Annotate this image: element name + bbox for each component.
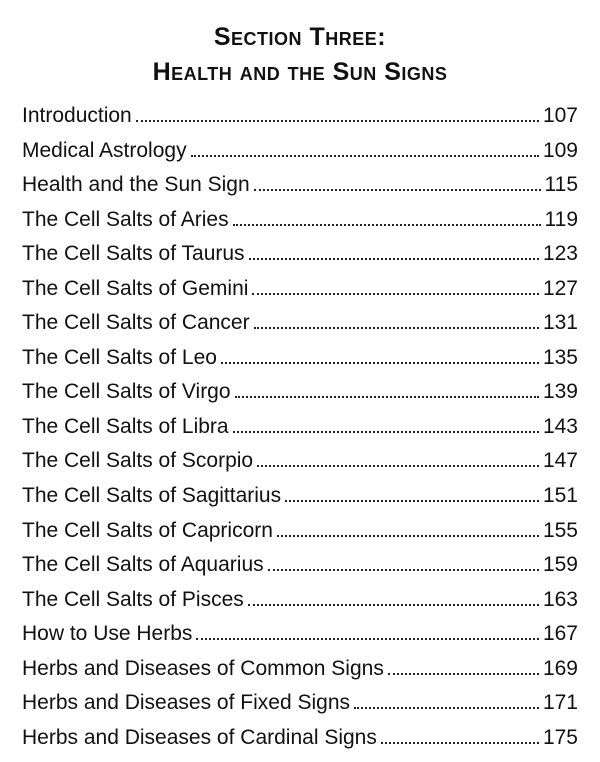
toc-entry-title: The Cell Salts of Scorpio: [22, 449, 254, 473]
toc-entry-page: 175: [542, 725, 578, 749]
toc-entry-title: Health and the Sun Sign: [22, 173, 250, 197]
toc-entry: [22, 657, 578, 692]
dot-leader: [254, 327, 539, 329]
toc-entry: [22, 242, 578, 277]
toc-entry-page: 135: [542, 345, 578, 369]
toc-entry: [22, 415, 578, 450]
toc-entry-title: How to Use Herbs: [22, 622, 193, 646]
section-heading: Section Three:: [213, 23, 387, 51]
toc-entry-page: 115: [544, 173, 578, 197]
toc-entry-page: 143: [542, 414, 578, 438]
dot-leader: [268, 569, 539, 571]
toc-entry: [22, 449, 578, 484]
table-of-contents: [22, 104, 578, 760]
toc-entry-page: 139: [542, 380, 578, 404]
toc-entry-page: 131: [542, 311, 578, 335]
toc-entry: [22, 208, 578, 243]
toc-entry: [22, 277, 578, 312]
toc-entry-title: Herbs and Diseases of Fixed Signs: [22, 691, 350, 715]
toc-entry-page: 151: [542, 484, 578, 508]
dot-leader: [354, 707, 539, 709]
toc-entry-page: 109: [542, 138, 578, 162]
toc-entry-page: 167: [542, 622, 578, 646]
toc-entry-page: 171: [542, 691, 578, 715]
toc-entry-title: The Cell Salts of Capricorn: [22, 518, 273, 542]
dot-leader: [381, 742, 539, 744]
toc-entry-title: The Cell Salts of Cancer: [22, 311, 250, 335]
toc-entry-title: Herbs and Diseases of Cardinal Signs: [22, 725, 377, 749]
toc-entry-page: 127: [542, 276, 578, 300]
toc-entry-title: The Cell Salts of Sagittarius: [22, 484, 282, 508]
toc-entry-page: 119: [544, 207, 578, 231]
toc-entry-page: 107: [542, 104, 578, 127]
toc-entry: [22, 139, 578, 174]
dot-leader: [248, 604, 539, 606]
toc-entry-title: The Cell Salts of Libra: [22, 414, 229, 438]
dot-leader: [388, 673, 539, 675]
dot-leader: [221, 362, 539, 364]
dot-leader: [277, 535, 539, 537]
toc-entry: [22, 173, 578, 208]
dot-leader: [257, 465, 539, 467]
dot-leader: [233, 431, 539, 433]
dot-leader: [252, 293, 539, 295]
toc-entry-title: Introduction: [22, 104, 132, 127]
toc-entry-page: 163: [542, 587, 578, 611]
dot-leader: [191, 155, 539, 157]
toc-entry-title: The Cell Salts of Pisces: [22, 587, 244, 611]
dot-leader: [235, 396, 539, 398]
toc-entry-page: 159: [542, 553, 578, 577]
toc-entry-page: 169: [542, 656, 578, 680]
dot-leader: [285, 500, 539, 502]
toc-entry: [22, 726, 578, 761]
toc-entry-title: The Cell Salts of Aquarius: [22, 553, 264, 577]
toc-entry-title: Herbs and Diseases of Common Signs: [22, 656, 384, 680]
toc-entry-title: The Cell Salts of Leo: [22, 345, 217, 369]
dot-leader: [233, 224, 541, 226]
toc-entry-title: Medical Astrology: [22, 138, 187, 162]
toc-entry-title: The Cell Salts of Taurus: [22, 242, 245, 266]
toc-entry: [22, 311, 578, 346]
toc-entry: [22, 104, 578, 139]
section-subheading: Health and the Sun Signs: [152, 58, 448, 86]
toc-entry: [22, 691, 578, 726]
toc-entry: [22, 588, 578, 623]
toc-entry-title: The Cell Salts of Gemini: [22, 276, 249, 300]
dot-leader: [249, 258, 539, 260]
dot-leader: [196, 638, 539, 640]
toc-entry: [22, 484, 578, 519]
dot-leader: [136, 120, 539, 122]
dot-leader: [254, 189, 541, 191]
toc-entry: [22, 553, 578, 588]
toc-entry-title: The Cell Salts of Virgo: [22, 380, 231, 404]
toc-entry-page: 147: [542, 449, 578, 473]
toc-entry: [22, 622, 578, 657]
toc-entry: [22, 346, 578, 381]
toc-entry: [22, 380, 578, 415]
toc-entry-page: 123: [542, 242, 578, 266]
toc-entry: [22, 519, 578, 554]
toc-entry-title: The Cell Salts of Aries: [22, 207, 229, 231]
toc-entry-page: 155: [542, 518, 578, 542]
